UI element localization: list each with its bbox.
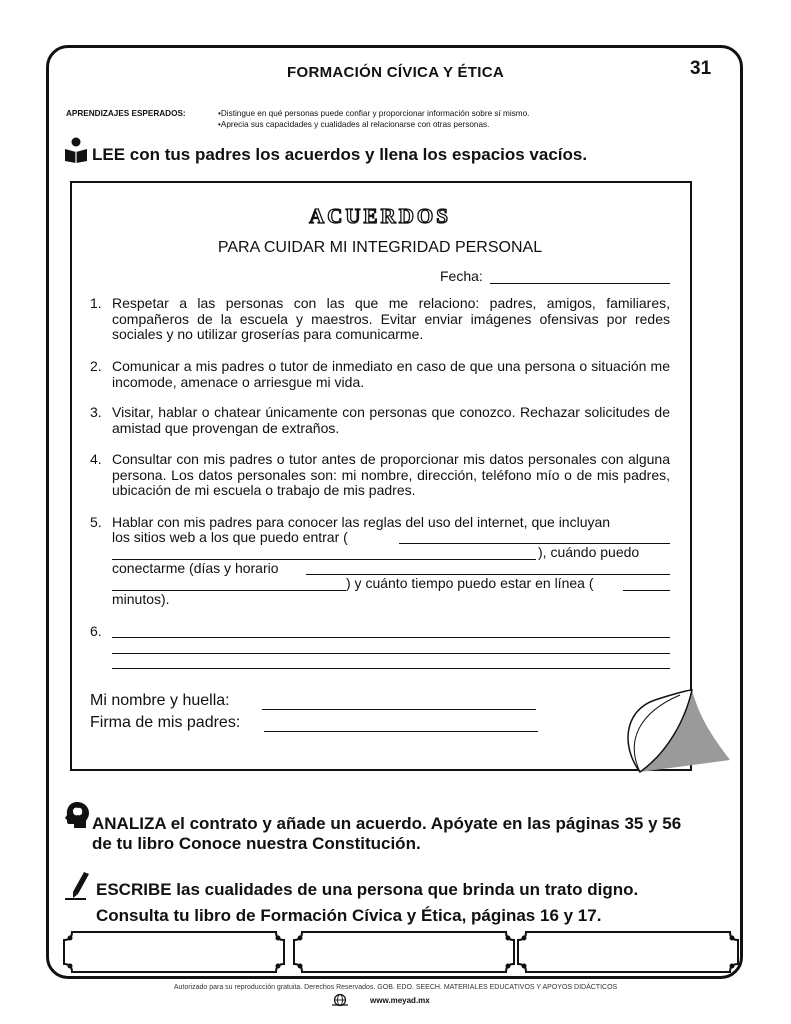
acuerdo-number: 5.	[90, 514, 102, 530]
aprendizaje-item: •Aprecia sus capacidades y cualidades al relacionarse con otras personas.	[218, 120, 490, 129]
sitios-web-field[interactable]	[112, 559, 536, 560]
page-title: FORMACIÓN CÍVICA Y ÉTICA	[287, 64, 504, 81]
head-thinking-icon	[64, 801, 90, 829]
acuerdo-text: Hablar con mis padres para conocer las reglas del uso del internet, que incluyan	[112, 514, 611, 530]
aprendizaje-item: •Distingue en qué personas puede confiar y proporcionar información sobre sí mismo.	[218, 109, 530, 118]
acuerdo-text: los sitios web a los que puedo entrar (	[112, 529, 348, 545]
instruction-escribe: Consulta tu libro de Formación Cívica y Ética, páginas 16 y 17.	[96, 906, 602, 925]
sitios-web-field[interactable]	[399, 543, 670, 544]
acuerdos-title: ACUERDOS	[309, 204, 451, 228]
acuerdo-text: Comunicar a mis padres o tutor de inmediato en caso de que una persona o situación me incomode, amenace o arriesgue mi vida.	[112, 358, 670, 390]
horario-field[interactable]	[112, 590, 346, 591]
acuerdo-text: conectarme (días y horario	[112, 560, 279, 576]
fecha-label: Fecha:	[440, 268, 483, 284]
acuerdo-text: ), cuándo puedo	[538, 544, 640, 560]
nuevo-acuerdo-field[interactable]	[112, 637, 670, 638]
acuerdo-number: 6.	[90, 623, 102, 639]
acuerdo-text: ) y cuánto tiempo puedo estar en línea (	[346, 575, 594, 591]
nombre-huella-field[interactable]	[262, 709, 536, 710]
firma-padres-field[interactable]	[264, 731, 538, 732]
footer-text: Autorizado para su reproducción gratuita. Derechos Reservados. GOB. EDO. SEECH. MATERIALES EDUCATIVOS Y APOYOS DIDÁCTICOS	[173, 984, 618, 991]
answer-boxes	[60, 928, 740, 976]
page-number: 31	[690, 58, 712, 79]
footer-url[interactable]: www.meyad.mx	[370, 996, 430, 1005]
fecha-field[interactable]	[490, 283, 670, 284]
book-reader-icon	[64, 137, 88, 163]
nuevo-acuerdo-field[interactable]	[112, 653, 670, 654]
pencil-icon	[64, 870, 94, 900]
instruction-escribe: ESCRIBE las cualidades de una persona que brinda un trato digno.	[96, 880, 639, 899]
instruction-analiza: de tu libro Conoce nuestra Constitución.	[92, 834, 421, 853]
firma-padres-label: Firma de mis padres:	[90, 714, 241, 731]
acuerdos-subtitle: PARA CUIDAR MI INTEGRIDAD PERSONAL	[217, 239, 543, 256]
acuerdo-text: Visitar, hablar o chatear únicamente con personas que conozco. Rechazar solicitudes de amistad que provengan de extraños.	[112, 404, 670, 436]
aprendizajes-label: APRENDIZAJES ESPERADOS:	[66, 109, 186, 118]
acuerdo-number: 3.	[90, 404, 102, 420]
acuerdo-number: 2.	[90, 358, 102, 374]
acuerdo-item-5	[90, 515, 670, 610]
nombre-huella-label: Mi nombre y huella:	[90, 692, 230, 709]
acuerdo-text: Respetar a las personas con las que me relaciono: padres, amigos, familiares, compañeros de la escuela y maestros. Evitar enviar imágenes ofensivas por redes sociales y no utilizar groserías para comunicarme.	[112, 295, 670, 342]
instruction-lee: LEE con tus padres los acuerdos y llena los espacios vacíos.	[92, 145, 588, 164]
instruction-analiza: ANALIZA el contrato y añade un acuerdo. Apóyate en las páginas 35 y 56	[92, 814, 682, 833]
acuerdo-text: Consultar con mis padres o tutor antes de proporcionar mis datos personales con alguna persona. Los datos personales son: mi nombre, dirección, teléfono mío o de mis padres, ubicación de mi escuela o trabajo de mis padres.	[112, 451, 670, 498]
nuevo-acuerdo-field[interactable]	[112, 668, 670, 669]
horario-field[interactable]	[306, 574, 670, 575]
globe-icon	[332, 993, 348, 1007]
acuerdo-number: 1.	[90, 295, 102, 311]
acuerdo-number: 4.	[90, 451, 102, 467]
minutos-field[interactable]	[623, 590, 670, 591]
acuerdo-text: minutos).	[112, 591, 170, 607]
